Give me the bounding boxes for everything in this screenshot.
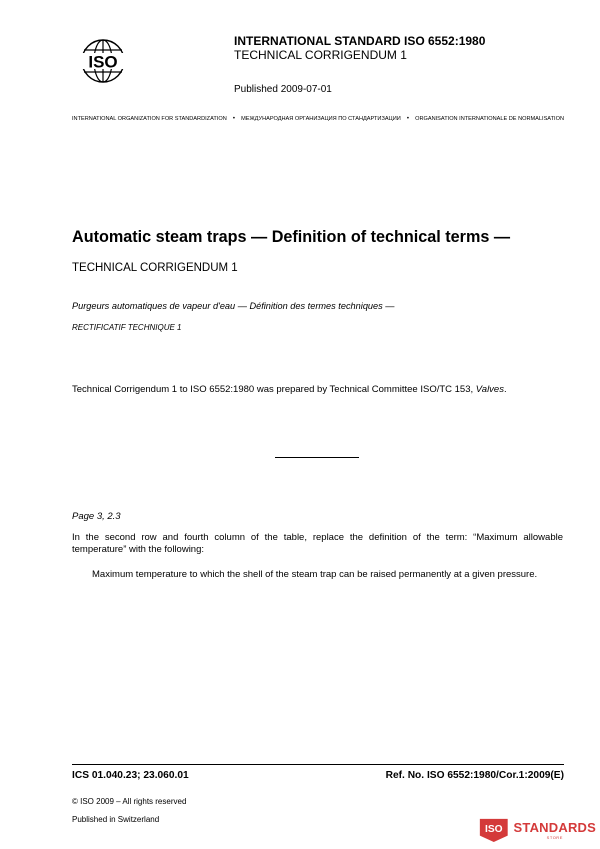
watermark-badge-icon [478,816,510,844]
replacement-definition: Maximum temperature to which the shell of the steam trap can be raised permanently at a given pressure. [92,569,538,580]
footer-rule [72,764,564,765]
preparation-text: Technical Corrigendum 1 to ISO 6552:1980 was prepared by Technical Committee ISO/TC 153, [72,384,476,395]
section-divider [275,457,359,458]
org-separator: • [406,116,409,122]
corrigendum-label: TECHNICAL CORRIGENDUM 1 [234,48,407,62]
watermark-words [514,820,596,840]
published-date: Published 2009-07-01 [234,84,332,95]
french-subtitle: RECTIFICATIF TECHNIQUE 1 [72,323,182,332]
document-title: Automatic steam traps — Definition of technical terms — [72,228,511,246]
copyright-notice: © ISO 2009 – All rights reserved [72,797,187,806]
preparation-end: . [503,384,507,395]
org-separator: • [232,116,235,122]
standard-title: INTERNATIONAL STANDARD ISO 6552:1980 [234,34,486,48]
iso-logo [72,37,134,85]
page-reference: Page 3, 2.3 [72,511,121,522]
watermark-subtext: STORE [546,835,563,840]
organizations-line [72,116,564,122]
org-russian: МЕЖДУНАРОДНАЯ ОРГАНИЗАЦИЯ ПО СТАНДАРТИЗАЦИИ [241,116,401,122]
ics-codes: ICS 01.040.23; 23.060.01 [72,770,189,781]
published-location: Published in Switzerland [72,815,160,824]
correction-instruction [72,532,563,556]
org-french: ORGANISATION INTERNATIONALE DE NORMALISATION [415,116,564,122]
instruction-text: In the second row and fourth column of the table, replace the definition of the term: “Maximum allowable temperature” with the following: [72,532,563,555]
store-watermark [478,814,596,846]
reference-number: Ref. No. ISO 6552:1980/Cor.1:2009(E) [385,770,564,781]
svg-text:ISO: ISO [484,823,503,835]
org-english: INTERNATIONAL ORGANIZATION FOR STANDARDIZATION [72,116,227,122]
committee-name: Valves [475,384,504,395]
watermark-text: STANDARDS [513,820,596,835]
french-title: Purgeurs automatiques de vapeur d'eau — Définition des termes techniques — [72,301,395,311]
preparation-statement [72,384,507,395]
document-subtitle: TECHNICAL CORRIGENDUM 1 [72,262,238,274]
svg-text:ISO: ISO [88,52,118,72]
